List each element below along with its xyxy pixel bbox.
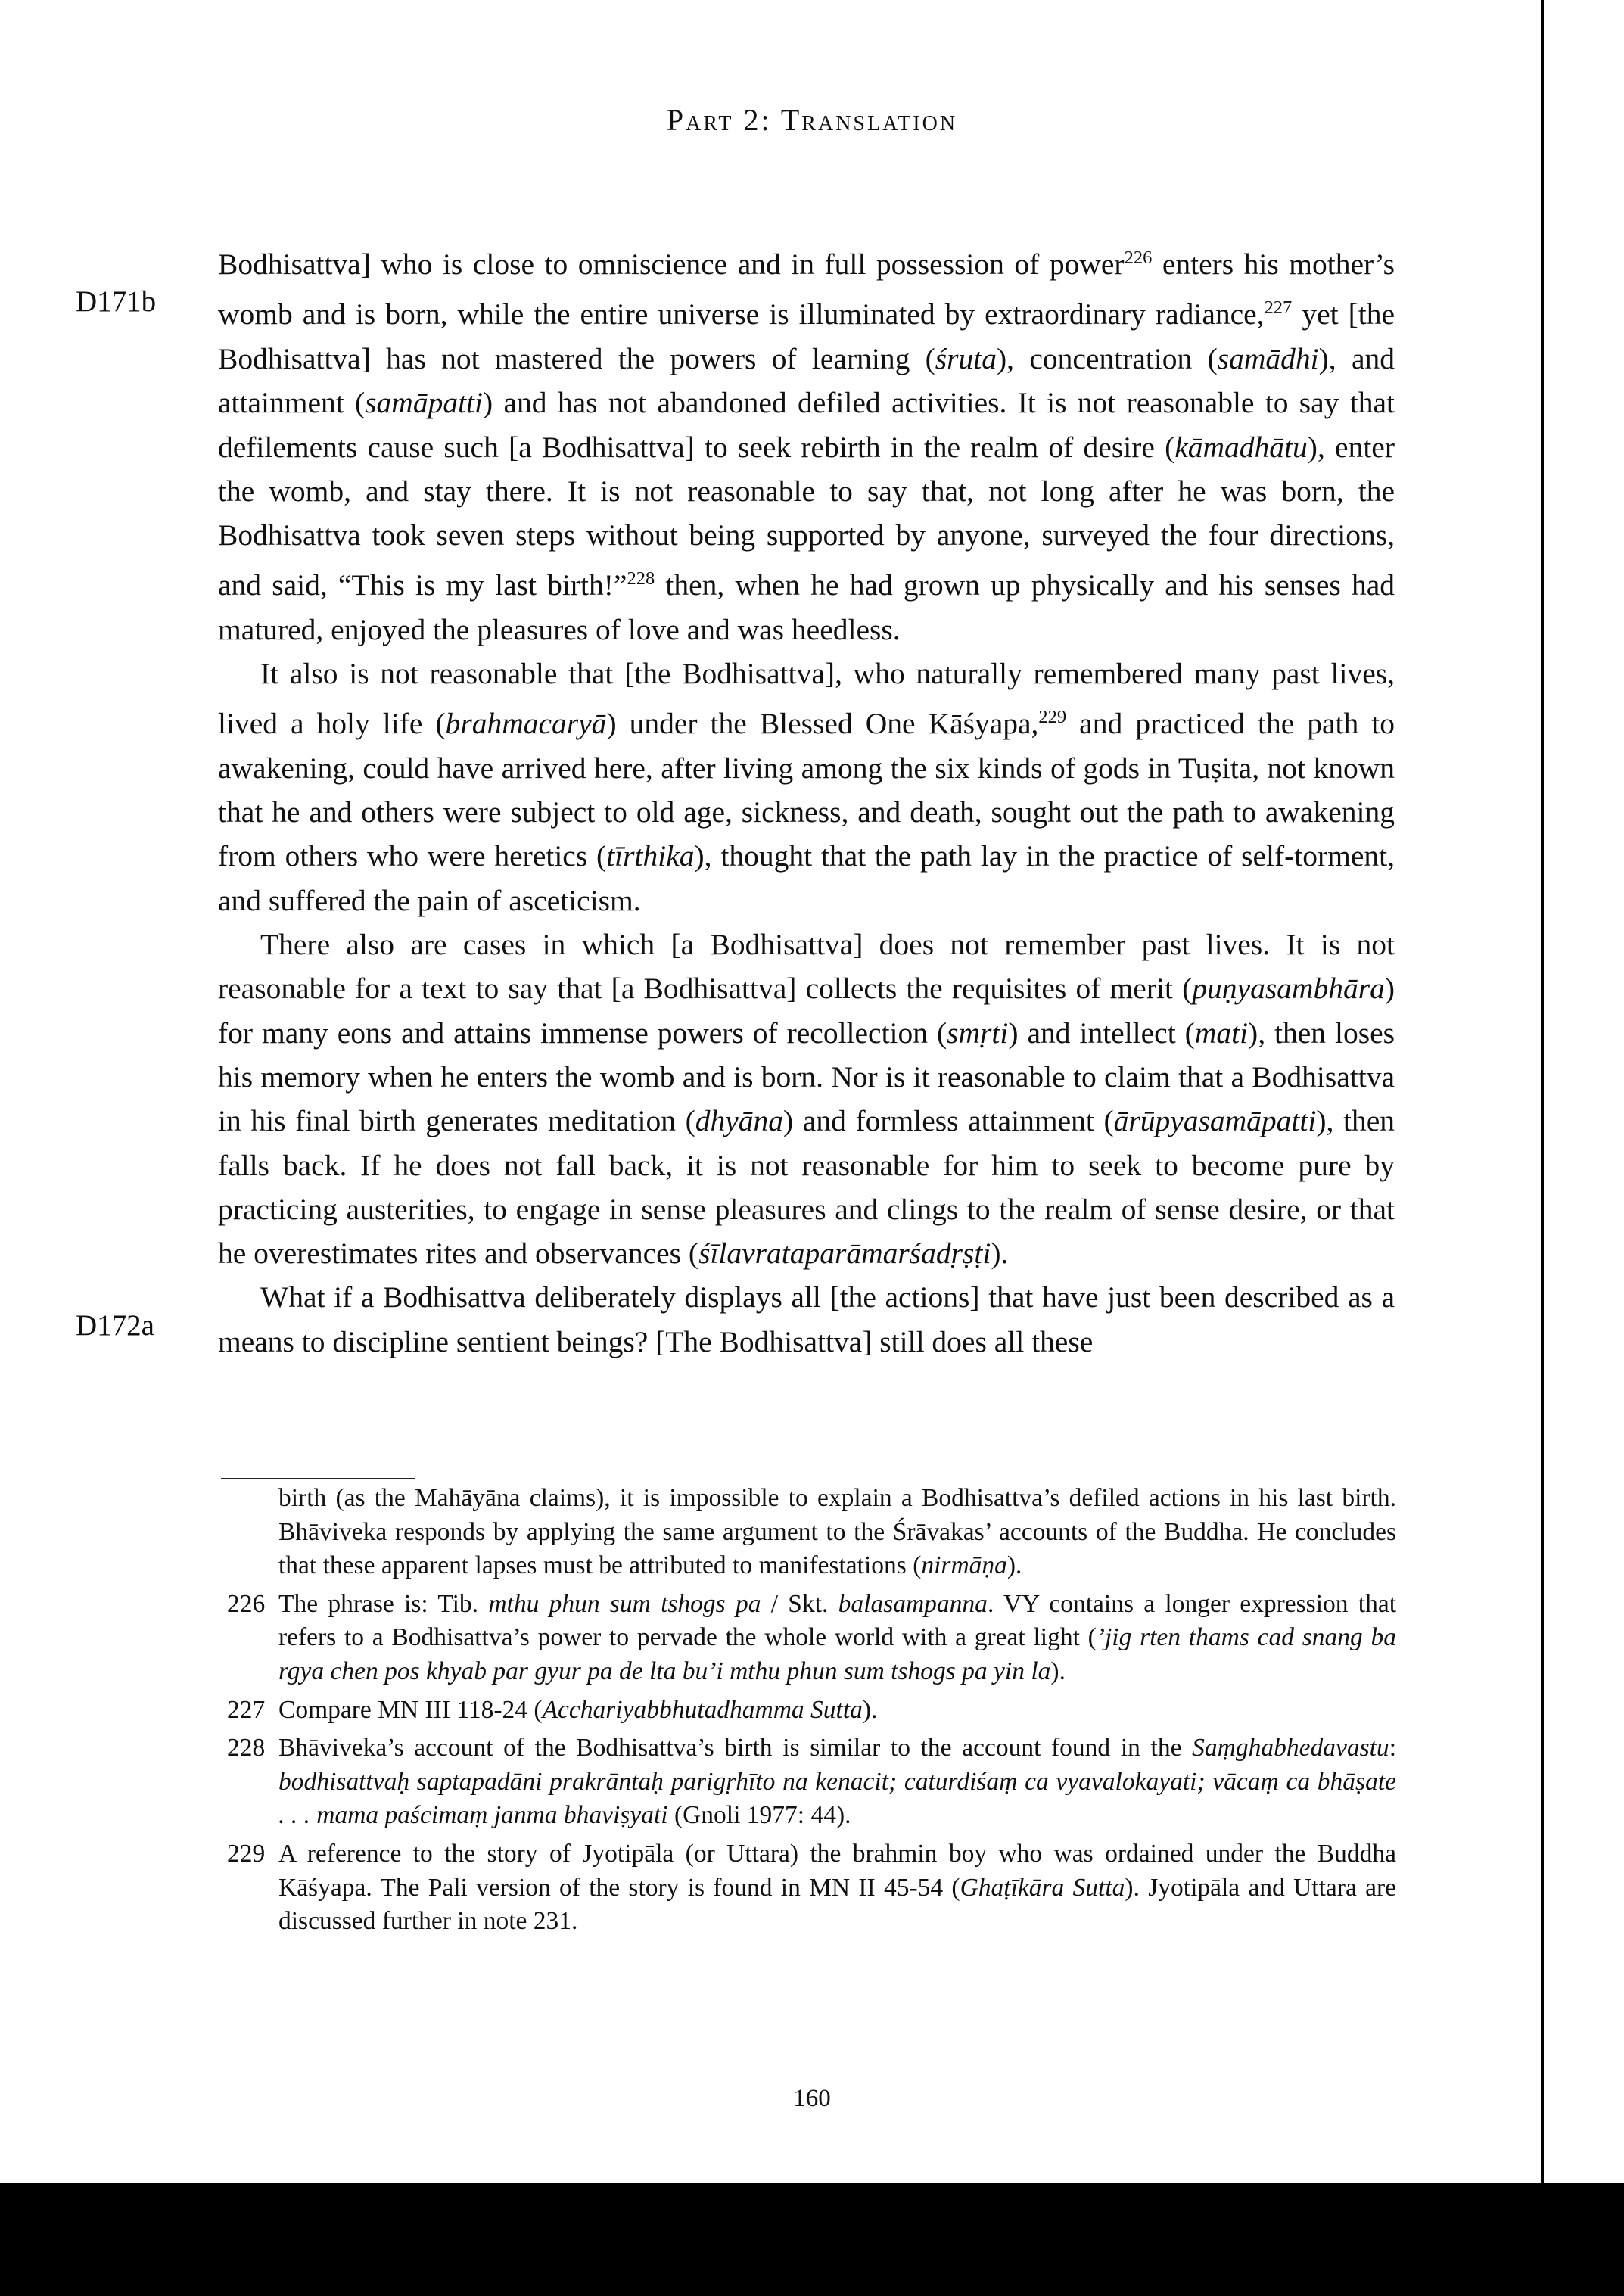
footnote-number: 226 [227, 1589, 266, 1618]
text-run: ) under the Blessed One Kāśyapa, [606, 707, 1039, 741]
text-run: There also are cases in which [a Bodhisattva] does not remember past lives. It is not reasonable for a text to say that [a Bodhisattva] collects the requisites of merit ( [218, 928, 1395, 1006]
text-run: A reference to the story of Jyotipāla (or Uttara) the brahmin boy who was ordained under the Buddha Kāśyapa. The Pali version of the story is found in MN II 45-54 ( [278, 1839, 1396, 1902]
text-run: ). [1006, 1551, 1022, 1580]
paragraph [218, 1275, 1395, 1364]
text-run: The phrase is: Tib. [278, 1589, 489, 1618]
italic-term: mthu phun sum tshogs pa [488, 1589, 761, 1618]
footnote-continuation [227, 1482, 1396, 1583]
text-run: Bhāviveka’s account of the Bodhisattva’s birth is similar to the account found in the [278, 1734, 1193, 1762]
text-run: ). [1050, 1657, 1066, 1685]
footnote-226 [227, 1588, 1396, 1689]
main-text [218, 236, 1395, 1364]
text-run: What if a Bodhisattva deliberately displays all [the actions] that have just been described as a means to discipline sentient beings? [The Bodhisattva] still does all these [218, 1280, 1395, 1358]
italic-term: bodhisattvaḥ saptapadāni prakrāntaḥ parigṛhīto na kenacit; caturdiśaṃ ca vyavalokayati; vācaṃ ca bhāṣate . . . mama paścimaṃ janma bhaviṣyati [278, 1767, 1396, 1830]
italic-term: puṇyasambhāra [1192, 972, 1385, 1006]
italic-term: Acchariyabbhutadhamma Sutta [542, 1695, 863, 1724]
text-run: ), thought that the path lay in the practice of self-torment, and suffered the pain of asceticism. [218, 839, 1395, 917]
text-run: ) for many eons and attains immense powers of recollection ( [218, 972, 1395, 1050]
text-run: and practiced the path to awakening, could have arrived here, after living among the six kinds of gods in Tuṣita, not known that he and others were subject to old age, sickness, and death, sought out the path to awakening from others who were heretics ( [218, 707, 1395, 873]
italic-term: śīlavrataparāmarśadṛṣṭi [698, 1237, 991, 1271]
italic-term: samādhi [1217, 341, 1319, 375]
text-run: yet [the Bodhisattva] has not mastered the powers of learning ( [218, 297, 1395, 375]
text-run: ). Jyotipāla and Uttara are discussed further in note 231. [278, 1873, 1396, 1936]
italic-term: kāmadhātu [1174, 430, 1308, 464]
italic-term: ārūpyasamāpatti [1113, 1104, 1317, 1138]
text-run: ) and has not abandoned defiled activities. It is not reasonable to say that defilements cause such [a Bodhisattva] to seek rebirth in the realm of desire ( [218, 386, 1395, 464]
paragraph [218, 236, 1395, 652]
footnote-ref: 228 [627, 568, 655, 590]
text-run: It also is not reasonable that [the Bodhisattva], who naturally remembered many past lives, lived a holy life ( [218, 657, 1395, 741]
italic-term: Saṃghabhedavastu [1192, 1734, 1389, 1762]
text-run: ), and attainment ( [218, 341, 1395, 420]
footnote-number: 229 [227, 1839, 266, 1868]
text-run: ). [862, 1695, 878, 1724]
italic-term: mati [1194, 1016, 1249, 1050]
scan-border [0, 2183, 1624, 2296]
text-run: ) and intellect ( [1008, 1016, 1195, 1050]
margin-ref-d171b: D171b [76, 285, 157, 318]
footnote-number: 227 [227, 1695, 266, 1724]
text-run: enters his mother’s womb and is born, while the entire universe is illuminated by extraordinary radiance, [218, 247, 1395, 331]
text-run: then, when he had grown up physically and his senses had matured, enjoyed the pleasures of love and was heedless. [218, 568, 1395, 646]
footnote-ref: 229 [1038, 707, 1067, 728]
footnote-number: 228 [227, 1734, 266, 1762]
text-run: ), then loses his memory when he enters the womb and is born. Nor is it reasonable to claim that a Bodhisattva in his final birth generates meditation ( [218, 1016, 1395, 1138]
footnote-ref: 226 [1124, 247, 1153, 268]
italic-term: nirmāṇa [921, 1551, 1007, 1580]
footnote-divider [221, 1478, 415, 1479]
margin-ref-d172a: D172a [76, 1309, 154, 1342]
text-run: ). [991, 1237, 1009, 1271]
text-run: birth (as the Mahāyāna claims), it is impossible to explain a Bodhisattva’s defiled actions in his last birth. Bhāviveka responds by applying the same argument to the Śrāvakas’ accounts of the Buddha. He concludes that these apparent lapses must be attributed to manifestations ( [278, 1484, 1396, 1580]
text-run: . VY contains a longer expression that refers to a Bodhisattva’s power to pervade the whole world with a great light ( [278, 1589, 1397, 1652]
footnote-ref: 227 [1264, 297, 1293, 319]
footnote-228 [227, 1731, 1396, 1833]
text-run: ), enter the womb, and stay there. It is not reasonable to say that, not long after he was born, the Bodhisattva took seven steps without being supported by anyone, surveyed the four directions, and said, “This is my last birth!” [218, 430, 1395, 602]
footnote-227 [227, 1694, 1396, 1728]
running-header: Part 2: Translation [666, 103, 958, 137]
paragraph [218, 652, 1395, 922]
italic-term: brahmacaryā [445, 707, 607, 741]
text-run: ), then falls back. If he does not fall back, it is not reasonable for him to seek to become pure by practicing austerities, to engage in sense pleasures and clings to the realm of sense desire, or that he overestimates rites and observances ( [218, 1104, 1395, 1271]
text-run: / Skt. [761, 1589, 838, 1618]
text-run: ), concentration ( [997, 341, 1218, 375]
footnote-229 [227, 1837, 1396, 1939]
footnotes [227, 1482, 1396, 1939]
italic-term: ’jig rten thams cad snang ba rgya chen pos khyab par gyur pa de lta bu’i mthu phun sum tshogs pa yin la [278, 1623, 1396, 1685]
italic-term: śruta [935, 341, 997, 375]
page-number: 160 [793, 2085, 831, 2112]
italic-term: samāpatti [365, 386, 484, 420]
text-run: Bodhisattva] who is close to omniscience and in full possession of power [218, 247, 1125, 282]
paragraph [218, 922, 1395, 1275]
page-edge-shadow [1541, 0, 1544, 2183]
text-run: : [1389, 1734, 1396, 1762]
italic-term: smṛti [947, 1016, 1009, 1050]
text-run: (Gnoli 1977: 44). [667, 1801, 851, 1830]
text-run: ) and formless attainment ( [783, 1104, 1114, 1138]
italic-term: tīrthika [606, 839, 695, 873]
text-run: Compare MN III 118-24 ( [278, 1695, 543, 1724]
italic-term: Ghaṭīkāra Sutta [960, 1873, 1125, 1902]
italic-term: dhyāna [695, 1104, 784, 1138]
italic-term: balasampanna [838, 1589, 988, 1618]
